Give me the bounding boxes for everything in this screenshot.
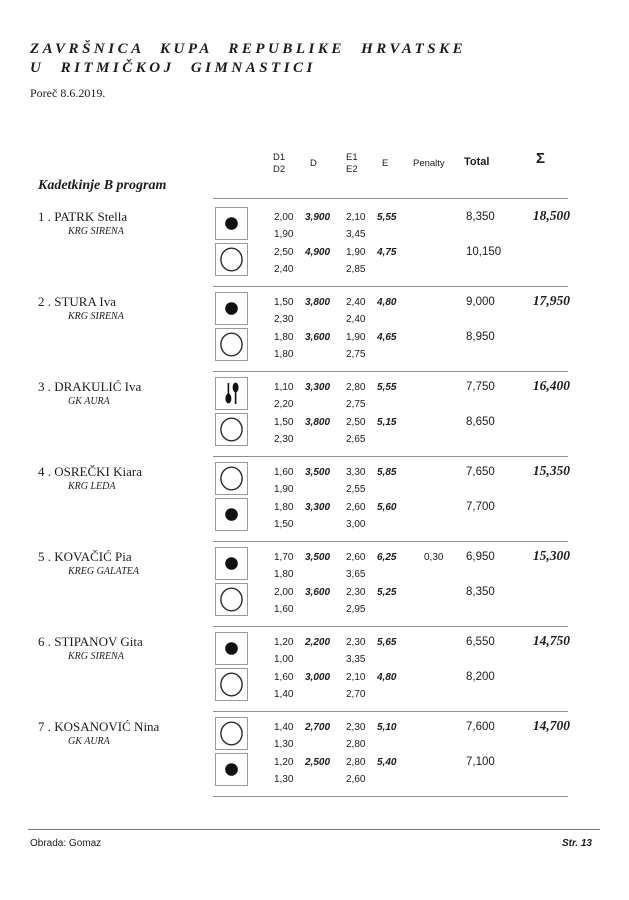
- d2-value: 1,50: [274, 519, 294, 530]
- athlete-club: KREG GALATEA: [68, 566, 140, 577]
- d-value: 3,800: [305, 297, 331, 308]
- athlete-name: DRAKULIĆ Iva: [54, 379, 142, 394]
- e1-value: 2,60: [346, 502, 366, 513]
- penalty-value: 0,30: [424, 552, 444, 563]
- total-value: 7,600: [466, 721, 495, 733]
- d2-value: 1,30: [274, 739, 294, 750]
- ball-icon: [216, 208, 247, 239]
- e1-value: 3,30: [346, 467, 366, 478]
- e2-value: 2,80: [346, 739, 366, 750]
- d1-value: 1,10: [274, 382, 294, 393]
- category-title: Kadetkinje B program: [38, 178, 167, 193]
- col-header-e: E: [382, 158, 389, 169]
- e-value: 5,55: [377, 212, 397, 223]
- apparatus-box: [215, 668, 248, 701]
- e1-value: 2,10: [346, 672, 366, 683]
- apparatus-box: [215, 328, 248, 361]
- athlete-rank: 7: [38, 719, 45, 734]
- athlete-rank: 3: [38, 379, 45, 394]
- athlete-name: PATRK Stella: [54, 209, 128, 224]
- d2-value: 2,40: [274, 264, 294, 275]
- athlete-club: GK AURA: [68, 736, 110, 747]
- athlete-rank: 1: [38, 209, 45, 224]
- col-header-e2: E2: [346, 164, 358, 175]
- footer-processing: Obrada: Gomaz: [30, 838, 102, 849]
- ball-icon: [216, 754, 247, 785]
- athlete-rank-name: [38, 379, 141, 395]
- e2-value: 2,55: [346, 484, 366, 495]
- d2-value: 2,30: [274, 434, 294, 445]
- d1-value: 1,70: [274, 552, 294, 563]
- e1-value: 2,60: [346, 552, 366, 563]
- athlete-name: KOSANOVIĆ Nina: [54, 719, 160, 734]
- total-value: 8,950: [466, 331, 495, 343]
- e1-value: 2,80: [346, 382, 366, 393]
- total-value: 9,000: [466, 296, 495, 308]
- d1-value: 1,80: [274, 502, 294, 513]
- hoop-icon: [216, 414, 247, 445]
- d1-value: 2,00: [274, 587, 294, 598]
- sigma-total: 17,950: [532, 293, 570, 308]
- e2-value: 2,85: [346, 264, 366, 275]
- e1-value: 2,10: [346, 212, 366, 223]
- rank-separator: .: [44, 634, 55, 649]
- athlete-rank: 4: [38, 464, 45, 479]
- d2-value: 2,20: [274, 399, 294, 410]
- athlete-row: [0, 628, 629, 713]
- athlete-rank-name: [38, 209, 127, 225]
- e1-value: 2,30: [346, 637, 366, 648]
- apparatus-box: [215, 498, 248, 531]
- d1-value: 1,60: [274, 467, 294, 478]
- rank-separator: .: [44, 379, 55, 394]
- d-value: 3,800: [305, 417, 331, 428]
- total-value: 7,750: [466, 381, 495, 393]
- clubs-icon: [216, 378, 247, 409]
- athlete-row: [0, 713, 629, 798]
- athlete-row: [0, 458, 629, 543]
- col-header-d1: D1: [273, 152, 286, 163]
- e1-value: 2,50: [346, 417, 366, 428]
- d-value: 2,500: [305, 757, 331, 768]
- e2-value: 3,00: [346, 519, 366, 530]
- d-value: 3,600: [305, 587, 331, 598]
- athlete-rank-name: [38, 294, 116, 310]
- ball-icon: [216, 548, 247, 579]
- sigma-total: 18,500: [532, 208, 570, 223]
- d-value: 4,900: [305, 247, 331, 258]
- e2-value: 2,75: [346, 349, 366, 360]
- e-value: 4,80: [377, 297, 397, 308]
- d-value: 3,500: [305, 467, 331, 478]
- athlete-row: [0, 288, 629, 373]
- e2-value: 3,65: [346, 569, 366, 580]
- e1-value: 2,30: [346, 722, 366, 733]
- apparatus-box: [215, 207, 248, 240]
- athlete-row: [0, 543, 629, 628]
- hoop-icon: [216, 463, 247, 494]
- e-value: 5,25: [377, 587, 397, 598]
- hoop-icon: [216, 329, 247, 360]
- athlete-rank: 6: [38, 634, 45, 649]
- ball-icon: [216, 293, 247, 324]
- sigma-total: 14,750: [532, 633, 570, 648]
- page-title-line2: U RITMIČKOJ GIMNASTICI: [30, 60, 316, 76]
- d1-value: 1,50: [274, 297, 294, 308]
- d2-value: 2,30: [274, 314, 294, 325]
- athlete-club: KRG SIRENA: [68, 226, 124, 237]
- total-value: 8,650: [466, 416, 495, 428]
- ball-icon: [216, 499, 247, 530]
- athlete-row: [0, 203, 629, 288]
- d1-value: 1,80: [274, 332, 294, 343]
- e-value: 5,15: [377, 417, 397, 428]
- apparatus-box: [215, 243, 248, 276]
- d-value: 3,500: [305, 552, 331, 563]
- e-value: 5,40: [377, 757, 397, 768]
- athlete-club: KRG SIRENA: [68, 651, 124, 662]
- apparatus-box: [215, 632, 248, 665]
- d-value: 3,300: [305, 382, 331, 393]
- apparatus-box: [215, 547, 248, 580]
- col-header-d: D: [310, 158, 317, 169]
- col-header-penalty: Penalty: [413, 158, 445, 169]
- rank-separator: .: [44, 294, 55, 309]
- e1-value: 2,30: [346, 587, 366, 598]
- e-value: 5,60: [377, 502, 397, 513]
- e2-value: 3,35: [346, 654, 366, 665]
- footer-page-number: Str. 13: [561, 838, 592, 849]
- athlete-name: KOVAČIĆ Pia: [54, 549, 132, 564]
- total-value: 7,650: [466, 466, 495, 478]
- rank-separator: .: [44, 549, 55, 564]
- d1-value: 1,20: [274, 757, 294, 768]
- e-value: 5,85: [377, 467, 397, 478]
- d1-value: 1,40: [274, 722, 294, 733]
- hoop-icon: [216, 584, 247, 615]
- page-title-line1: ZAVRŠNICA KUPA REPUBLIKE HRVATSKE: [30, 41, 467, 57]
- sigma-total: 15,300: [532, 548, 570, 563]
- athlete-club: KRG SIRENA: [68, 311, 124, 322]
- col-header-e1: E1: [346, 152, 358, 163]
- sigma-total: 16,400: [532, 378, 570, 393]
- apparatus-box: [215, 717, 248, 750]
- hoop-icon: [216, 244, 247, 275]
- e2-value: 3,45: [346, 229, 366, 240]
- rank-separator: .: [44, 464, 55, 479]
- sigma-total: 14,700: [532, 718, 570, 733]
- d1-value: 1,50: [274, 417, 294, 428]
- d-value: 2,200: [305, 637, 331, 648]
- athlete-rank-name: [38, 464, 142, 480]
- col-header-total: Total: [464, 156, 490, 168]
- total-value: 8,350: [466, 211, 495, 223]
- d2-value: 1,90: [274, 484, 294, 495]
- sigma-total: 15,350: [532, 463, 570, 478]
- e2-value: 2,95: [346, 604, 366, 615]
- apparatus-box: [215, 413, 248, 446]
- d1-value: 1,60: [274, 672, 294, 683]
- apparatus-box: [215, 753, 248, 786]
- athlete-rank: 2: [38, 294, 45, 309]
- e-value: 5,65: [377, 637, 397, 648]
- d1-value: 1,20: [274, 637, 294, 648]
- rank-separator: .: [44, 719, 55, 734]
- d-value: 2,700: [305, 722, 331, 733]
- athlete-rank-name: [38, 549, 132, 565]
- athlete-name: OSREČKI Kiara: [54, 464, 142, 479]
- e-value: 5,10: [377, 722, 397, 733]
- d1-value: 2,00: [274, 212, 294, 223]
- athlete-name: STURA Iva: [54, 294, 116, 309]
- apparatus-box: [215, 462, 248, 495]
- e-value: 6,25: [377, 552, 397, 563]
- e-value: 5,55: [377, 382, 397, 393]
- athlete-name: STIPANOV Gita: [54, 634, 143, 649]
- e2-value: 2,60: [346, 774, 366, 785]
- d2-value: 1,00: [274, 654, 294, 665]
- d1-value: 2,50: [274, 247, 294, 258]
- d2-value: 1,60: [274, 604, 294, 615]
- total-value: 7,100: [466, 756, 495, 768]
- e1-value: 2,80: [346, 757, 366, 768]
- athlete-rank: 5: [38, 549, 45, 564]
- e-value: 4,75: [377, 247, 397, 258]
- total-value: 8,350: [466, 586, 495, 598]
- hoop-icon: [216, 718, 247, 749]
- total-value: 10,150: [466, 246, 502, 258]
- total-value: 7,700: [466, 501, 495, 513]
- total-value: 6,950: [466, 551, 495, 563]
- e1-value: 2,40: [346, 297, 366, 308]
- total-value: 8,200: [466, 671, 495, 683]
- athlete-club: KRG LEDA: [68, 481, 116, 492]
- d2-value: 1,40: [274, 689, 294, 700]
- ball-icon: [216, 633, 247, 664]
- athlete-row: [0, 373, 629, 458]
- hoop-icon: [216, 669, 247, 700]
- apparatus-box: [215, 377, 248, 410]
- d-value: 3,900: [305, 212, 331, 223]
- d2-value: 1,90: [274, 229, 294, 240]
- e-value: 4,80: [377, 672, 397, 683]
- e1-value: 1,90: [346, 332, 366, 343]
- apparatus-box: [215, 292, 248, 325]
- d2-value: 1,80: [274, 569, 294, 580]
- d-value: 3,600: [305, 332, 331, 343]
- apparatus-box: [215, 583, 248, 616]
- e2-value: 2,40: [346, 314, 366, 325]
- athlete-rank-name: [38, 634, 143, 650]
- e2-value: 2,75: [346, 399, 366, 410]
- d2-value: 1,80: [274, 349, 294, 360]
- col-header-d2: D2: [273, 164, 286, 175]
- athlete-club: GK AURA: [68, 396, 110, 407]
- total-value: 6,550: [466, 636, 495, 648]
- athlete-rank-name: [38, 719, 159, 735]
- e2-value: 2,65: [346, 434, 366, 445]
- separator-line: [213, 198, 568, 199]
- e1-value: 1,90: [346, 247, 366, 258]
- d-value: 3,300: [305, 502, 331, 513]
- e2-value: 2,70: [346, 689, 366, 700]
- e-value: 4,65: [377, 332, 397, 343]
- location-date: Poreč 8.6.2019.: [30, 86, 106, 100]
- d2-value: 1,30: [274, 774, 294, 785]
- footer-line: [28, 829, 600, 830]
- rank-separator: .: [44, 209, 55, 224]
- d-value: 3,000: [305, 672, 331, 683]
- col-header-sigma: Σ: [536, 150, 546, 167]
